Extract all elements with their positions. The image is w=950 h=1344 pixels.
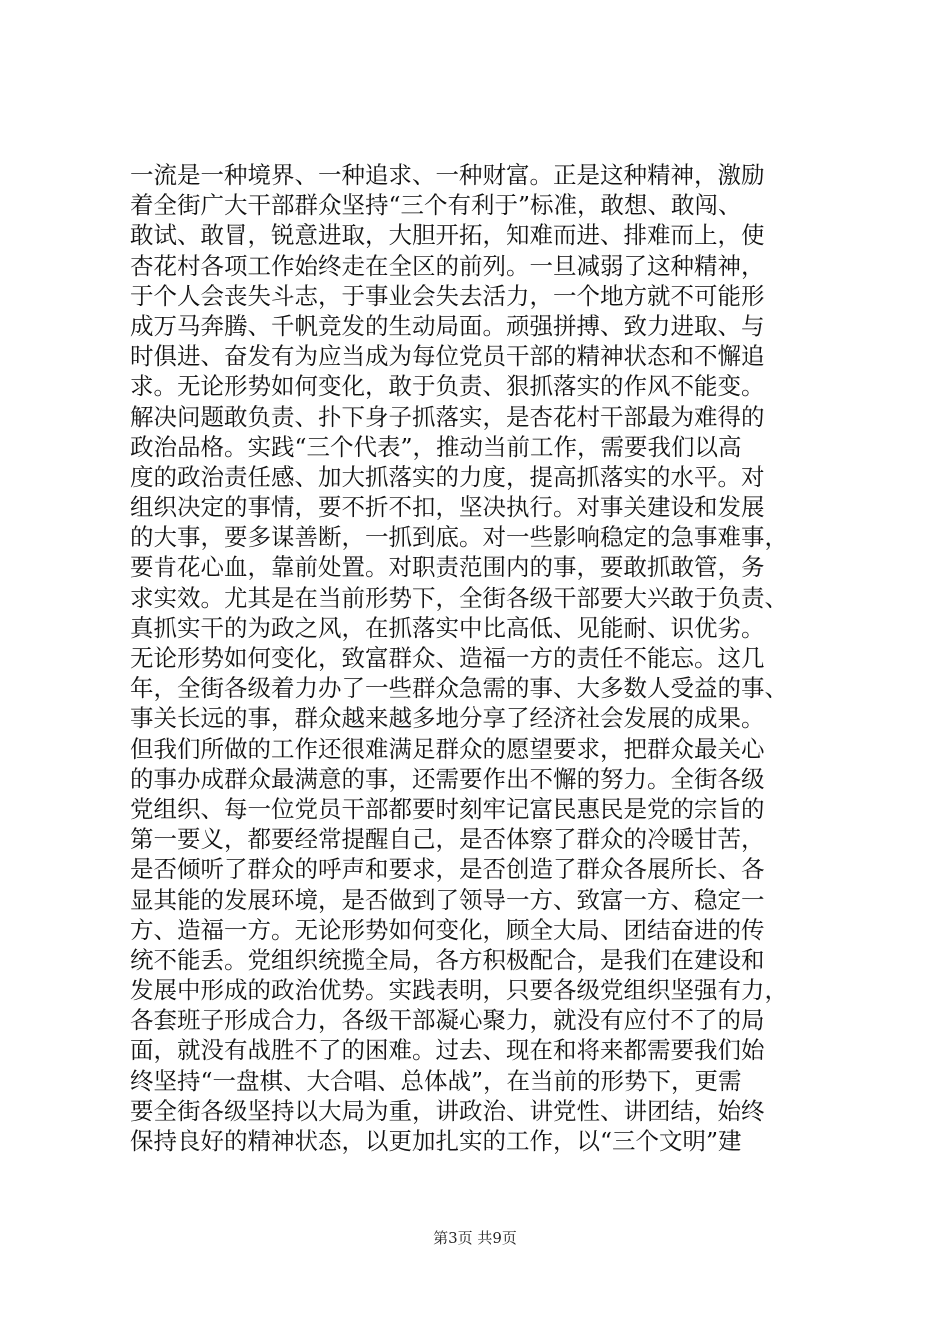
body-line: 求实效。尤其是在当前形势下，全街各级干部要大兴敢于负责、	[130, 583, 788, 612]
body-line: 时俱进、奋发有为应当成为每位党员干部的精神状态和不懈追	[130, 342, 765, 371]
body-line: 解决问题敢负责、扑下身子抓落实，是杏花村干部最为难得的	[130, 402, 765, 431]
body-line: 统不能丢。党组织统揽全局，各方积极配合，是我们在建设和	[130, 945, 765, 974]
body-line: 一流是一种境界、一种追求、一种财富。正是这种精神，激励	[130, 161, 765, 189]
body-line: 党组织、每一位党员干部都要时刻牢记富民惠民是党的宗旨的	[130, 794, 765, 823]
body-line: 要全街各级坚持以大局为重，讲政治、讲党性、讲团结，始终	[130, 1096, 765, 1125]
body-line: 杏花村各项工作始终走在全区的前列。一旦减弱了这种精神，	[130, 251, 765, 280]
body-line: 要肯花心血，靠前处置。对职责范围内的事，要敢抓敢管，务	[130, 553, 765, 582]
body-line: 面，就没有战胜不了的困难。过去、现在和将来都需要我们始	[130, 1036, 765, 1065]
body-line: 于个人会丧失斗志，于事业会失去活力，一个地方就不可能形	[130, 281, 765, 310]
body-line: 组织决定的事情，要不折不扣，坚决执行。对事关建设和发展	[130, 493, 765, 522]
body-line: 各套班子形成合力，各级干部凝心聚力，就没有应付不了的局	[130, 1006, 765, 1035]
body-line: 是否倾听了群众的呼声和要求，是否创造了群众各展所长、各	[130, 855, 765, 884]
body-line: 年，全街各级着力办了一些群众急需的事、大多数人受益的事、	[130, 674, 788, 703]
body-line: 事关长远的事，群众越来越多地分享了经济社会发展的成果。	[130, 704, 765, 733]
body-line: 的大事，要多谋善断，一抓到底。对一些影响稳定的急事难事，	[130, 523, 788, 552]
body-line: 发展中形成的政治优势。实践表明，只要各级党组织坚强有力，	[130, 976, 788, 1005]
body-line: 的事办成群众最满意的事，还需要作出不懈的努力。全街各级	[130, 764, 765, 793]
body-line: 第一要义，都要经常提醒自己，是否体察了群众的冷暖甘苦，	[130, 825, 765, 854]
body-line: 终坚持“一盘棋、大合唱、总体战”，在当前的形势下，更需	[130, 1066, 742, 1095]
body-line: 成万马奔腾、千帆竞发的生动局面。顽强拼搏、致力进取、与	[130, 311, 765, 340]
body-line: 敢试、敢冒，锐意进取，大胆开拓，知难而进、排难而上，使	[130, 221, 765, 250]
body-line: 但我们所做的工作还很难满足群众的愿望要求，把群众最关心	[130, 734, 765, 763]
body-line: 无论形势如何变化，致富群众、造福一方的责任不能忘。这几	[130, 644, 765, 672]
body-line: 求。无论形势如何变化，敢于负责、狠抓落实的作风不能变。	[130, 372, 765, 401]
body-line: 度的政治责任感、加大抓落实的力度，提高抓落实的水平。对	[130, 462, 765, 491]
body-line: 真抓实干的为政之风，在抓落实中比高低、见能耐、识优劣。	[130, 613, 765, 642]
body-line: 显其能的发展环境，是否做到了领导一方、致富一方、稳定一	[130, 885, 765, 914]
body-line: 保持良好的精神状态，以更加扎实的工作，以“三个文明”建	[130, 1127, 742, 1155]
body-line: 政治品格。实践“三个代表”，推动当前工作，需要我们以高	[130, 432, 742, 461]
body-line: 方、造福一方。无论形势如何变化，顾全大局、团结奋进的传	[130, 915, 765, 944]
page-footer: 第3页 共9页	[433, 1229, 517, 1247]
document-body	[130, 160, 840, 1156]
body-line: 着全街广大干部群众坚持“三个有利于”标准，敢想、敢闯、	[130, 191, 742, 220]
